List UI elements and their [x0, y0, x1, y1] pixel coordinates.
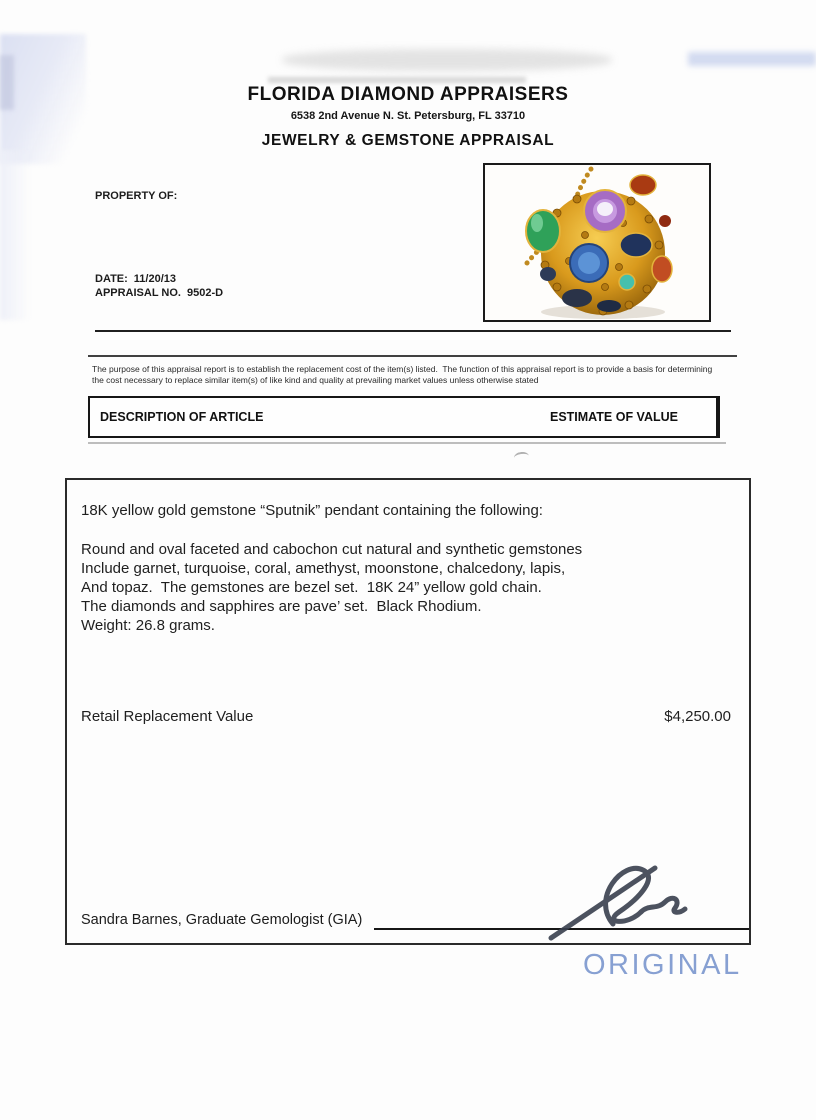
signature-row [81, 908, 749, 930]
description-line: Weight: 26.8 grams. [81, 617, 215, 634]
description-of-article-header: DESCRIPTION OF ARTICLE [100, 410, 264, 424]
retail-value-amount: $4,250.00 [664, 708, 731, 725]
horizontal-rule-bottom [88, 355, 737, 357]
disclaimer-text: The purpose of this appraisal report is to establish the replacement cost of the item(s) listed. The function of this appraisal report is to provide a basis for determining the cost necessary to replace similar item(s) of like kind and quality at prevailing market values unless otherwise stated [92, 364, 715, 385]
scan-artifact-mark [513, 451, 529, 463]
date-value: 11/20/13 [133, 273, 177, 285]
letterhead [0, 84, 816, 122]
property-of-label: PROPERTY OF: [95, 190, 178, 202]
retail-value-row [81, 707, 731, 725]
pendant-illustration [485, 165, 709, 320]
signature-ink [543, 846, 703, 946]
jewelry-photo [483, 163, 711, 322]
appraisal-no-label: APPRAISAL NO. [95, 287, 181, 299]
description-body [81, 540, 582, 635]
dot-leader [255, 707, 660, 721]
scan-artifact-smudge [268, 77, 526, 83]
scan-artifact-left-edge [0, 150, 34, 320]
description-line: Round and oval faceted and cabochon cut natural and synthetic gemstones [81, 541, 583, 558]
retail-value-label: Retail Replacement Value [81, 708, 254, 725]
appraiser-name: Sandra Barnes, Graduate Gemologist (GIA) [81, 912, 367, 928]
scan-artifact-smudge [282, 49, 612, 71]
appraisal-no-line [95, 287, 223, 299]
scan-artifact-smudge [688, 52, 816, 66]
description-line: And topaz. The gemstones are bezel set. 18K 24” yellow gold chain. [81, 579, 542, 596]
column-header-box [88, 396, 720, 438]
estimate-of-value-header: ESTIMATE OF VALUE [549, 410, 678, 424]
item-description-box [65, 478, 751, 945]
date-line [95, 273, 176, 285]
appraisal-no-value: 9502-D [186, 287, 224, 299]
business-name: FLORIDA DIAMOND APPRAISERS [247, 84, 569, 105]
description-intro: 18K yellow gold gemstone “Sputnik” pendant containing the following: [81, 502, 543, 519]
description-line: Include garnet, turquoise, coral, amethyst, moonstone, chalcedony, lapis, [81, 560, 566, 577]
horizontal-rule-top [95, 330, 731, 332]
description-line: The diamonds and sapphires are pave’ set. Black Rhodium. [81, 598, 482, 615]
original-stamp: ORIGINAL [583, 949, 742, 981]
date-label: DATE: [95, 273, 128, 285]
business-address: 6538 2nd Avenue N. St. Petersburg, FL 33710 [290, 110, 526, 122]
document-title: JEWELRY & GEMSTONE APPRAISAL [261, 132, 555, 149]
